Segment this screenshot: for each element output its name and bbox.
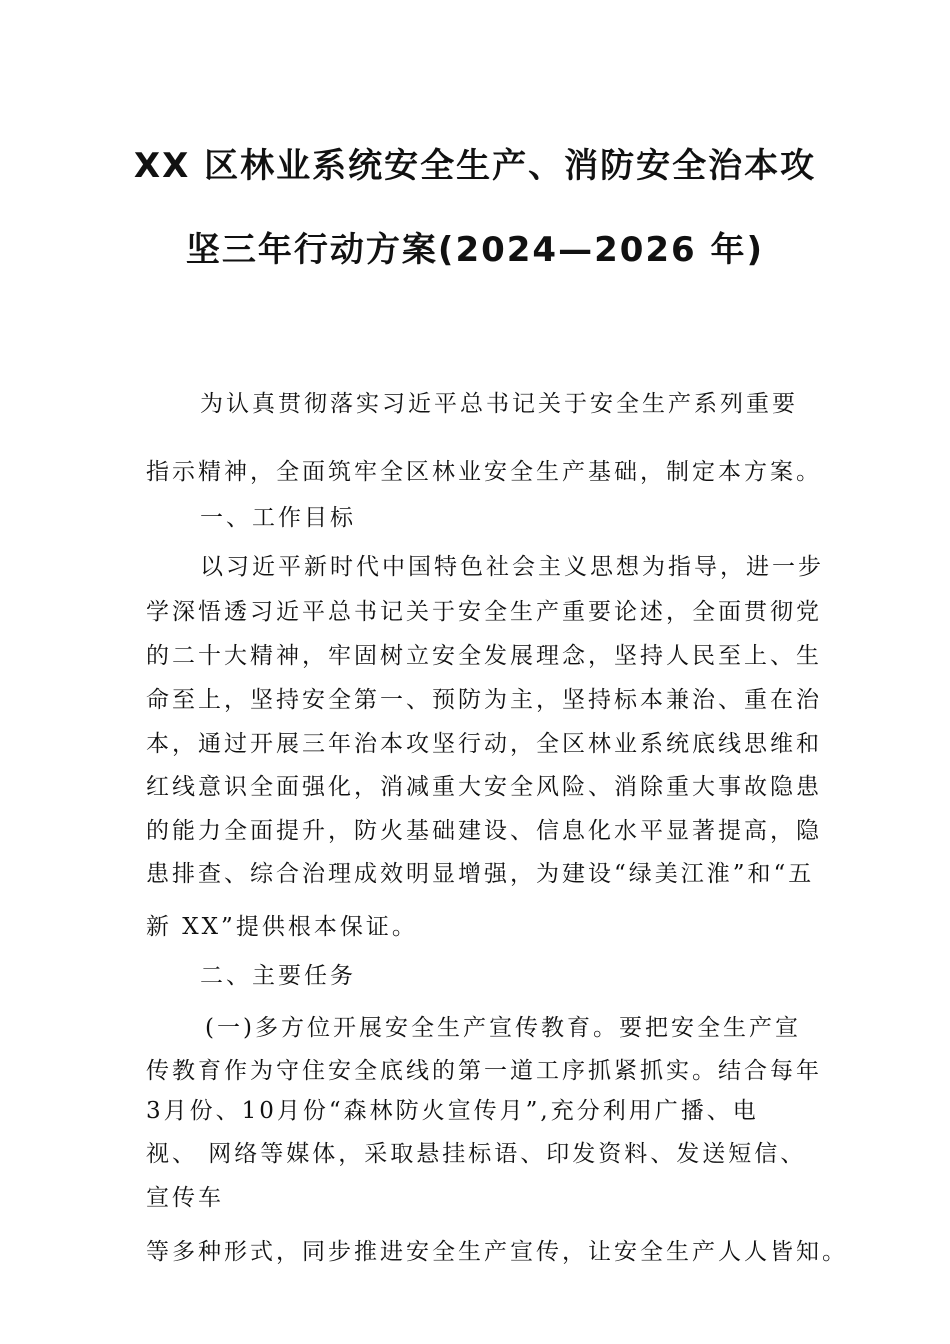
paragraph-goals-line-5: 本，通过开展三年治本攻坚行动，全区林业系统底线思维和 (146, 731, 822, 757)
section-heading-main-tasks: 二、主要任务 (200, 963, 356, 989)
document-title-line-2: 坚三年行动方案(2024—2026 年) (185, 230, 765, 270)
paragraph-goals-line-8: 患排查、综合治理成效明显增强，为建设“绿美江淮”和“五 (146, 861, 815, 887)
paragraph-intro-line-1: 为认真贯彻落实习近平总书记关于安全生产系列重要 (200, 391, 798, 417)
section-heading-work-goals: 一、工作目标 (200, 505, 356, 531)
paragraph-tasks-line-4: 视、 网络等媒体，采取悬挂标语、印发资料、发送短信、 (146, 1141, 807, 1167)
paragraph-goals-line-3: 的二十大精神，牢固树立安全发展理念，坚持人民至上、生 (146, 643, 822, 669)
paragraph-goals-line-4: 命至上，坚持安全第一、预防为主，坚持标本兼治、重在治 (146, 687, 822, 713)
paragraph-intro-line-2: 指示精神，全面筑牢全区林业安全生产基础，制定本方案。 (146, 459, 822, 485)
paragraph-goals-line-1: 以习近平新时代中国特色社会主义思想为指导，进一步 (200, 554, 824, 580)
paragraph-goals-line-7: 的能力全面提升，防火基础建设、信息化水平显著提高，隐 (146, 818, 822, 844)
paragraph-tasks-line-6: 等多种形式，同步推进安全生产宣传，让安全生产人人皆知。 (146, 1239, 848, 1265)
paragraph-goals-line-6: 红线意识全面强化，消减重大安全风险、消除重大事故隐患 (146, 774, 822, 800)
paragraph-tasks-line-3: 3月份、10月份“森林防火宣传月”,充分利用广播、电 (146, 1098, 759, 1124)
paragraph-tasks-line-1: (一)多方位开展安全生产宣传教育。要把安全生产宣 (205, 1015, 801, 1041)
document-title-line-1: XX 区林业系统安全生产、消防安全治本攻 (133, 146, 817, 186)
paragraph-goals-line-9: 新 XX”提供根本保证。 (146, 914, 418, 940)
paragraph-goals-line-2: 学深悟透习近平总书记关于安全生产重要论述，全面贯彻党 (146, 599, 822, 625)
paragraph-tasks-line-5: 宣传车 (146, 1185, 224, 1211)
paragraph-tasks-line-2: 传教育作为守住安全底线的第一道工序抓紧抓实。结合每年 (146, 1058, 822, 1084)
